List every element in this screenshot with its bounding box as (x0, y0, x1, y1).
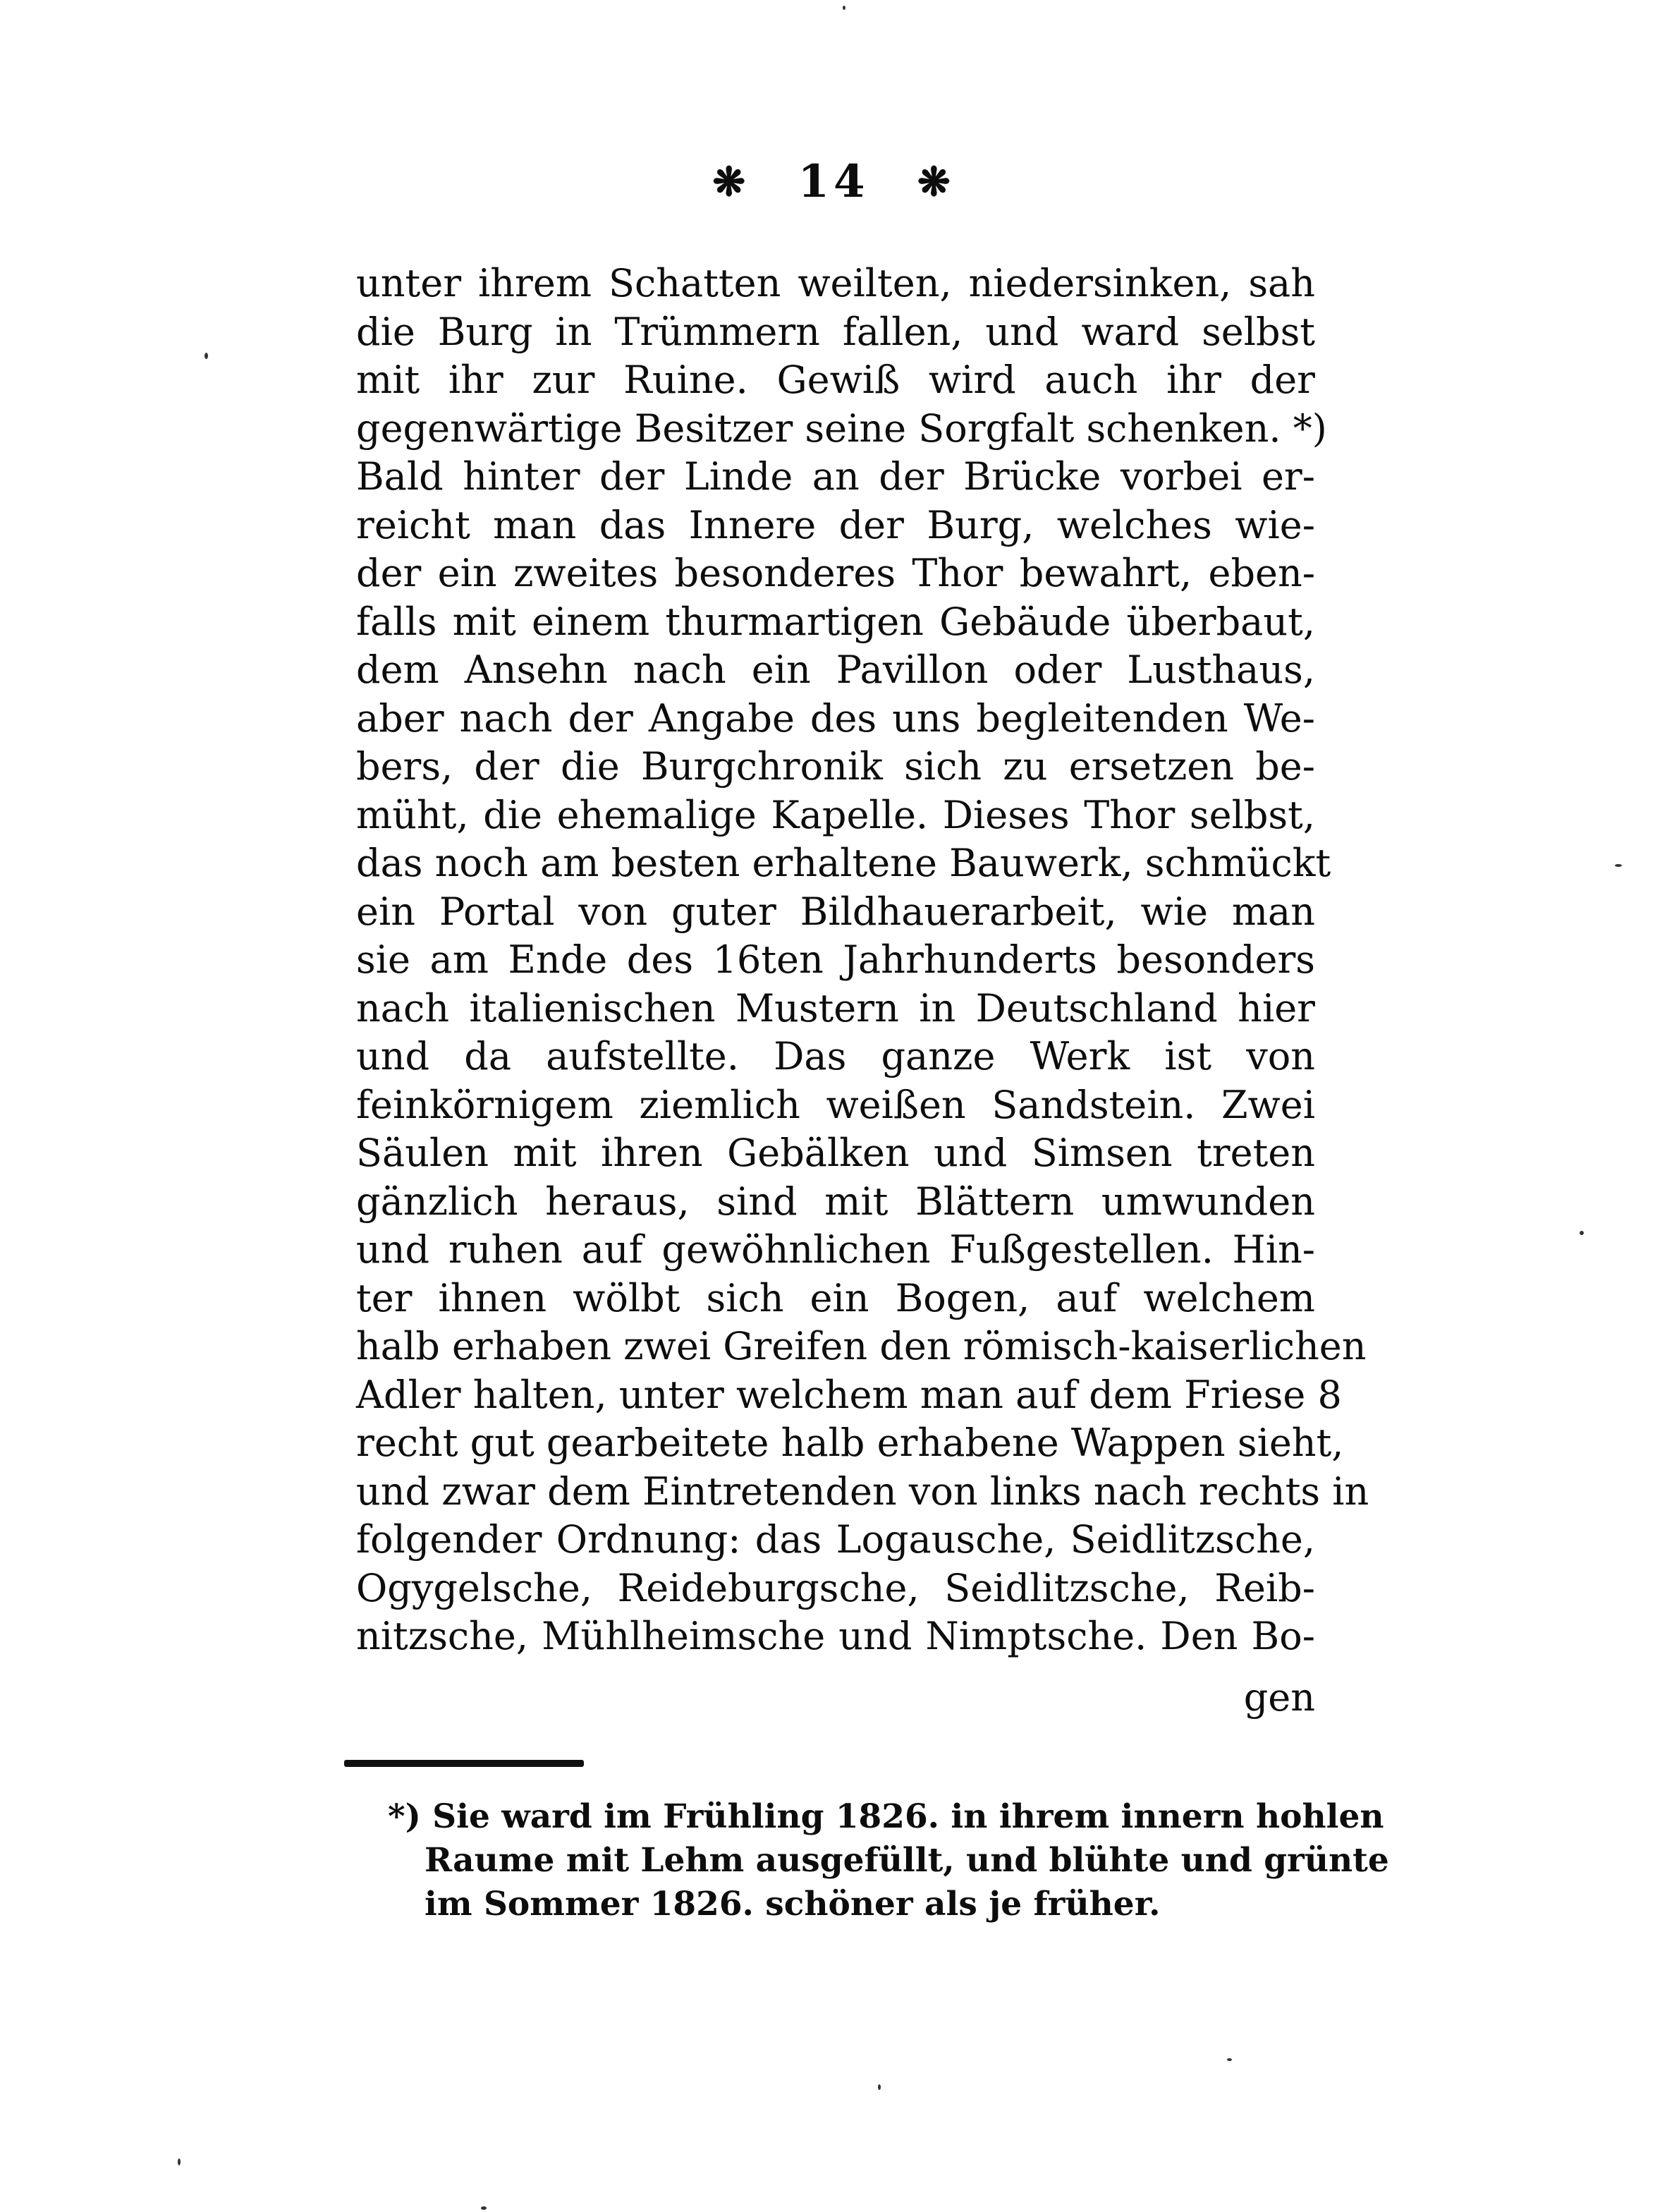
footnote-rule (344, 1760, 584, 1767)
text-line: reicht man das Innere der Burg, welches wie- (356, 502, 1315, 547)
scan-speck (178, 2158, 181, 2165)
footnote-line: *) Sie ward im Frühling 1826. in ihrem innern hohlen (388, 1797, 1384, 1836)
footnote (388, 1795, 1389, 1926)
text-line: das noch am besten erhaltene Bauwerk, schmückt (356, 841, 1331, 885)
catchword: gen (1243, 1675, 1315, 1720)
scan-speck (481, 2206, 487, 2210)
footnote-line: im Sommer 1826. schöner als je früher. (425, 1885, 1161, 1924)
text-line: und zwar dem Eintretenden von links nach rechts in (356, 1469, 1369, 1514)
scan-speck (1227, 2058, 1232, 2061)
scan-speck (878, 2084, 881, 2090)
scan-speck (1615, 864, 1622, 867)
text-line: feinkörnigem ziemlich weißen Sandstein. Zwei (356, 1082, 1315, 1127)
text-line: und da aufstellte. Das ganze Werk ist von (356, 1034, 1315, 1078)
text-line: ein Portal von guter Bildhauerarbeit, wie man (356, 889, 1315, 934)
text-line: bers, der die Burgchronik sich zu ersetzen be- (356, 744, 1315, 789)
text-line: dem Ansehn nach ein Pavillon oder Lusthaus, (356, 648, 1315, 692)
ornament-right-icon: ❋ (917, 158, 955, 205)
text-line: halb erhaben zwei Greifen den römisch-kaiserlichen (356, 1324, 1367, 1368)
text-line: nach italienischen Mustern in Deutschland hier (356, 985, 1315, 1031)
text-line: der ein zweites besonderes Thor bewahrt, eben- (356, 551, 1315, 595)
text-line: und ruhen auf gewöhnlichen Fußgestellen. Hin- (356, 1227, 1315, 1272)
text-line: müht, die ehemalige Kapelle. Dieses Thor selbst, (356, 792, 1315, 837)
text-line: aber nach der Angabe des uns begleitenden We- (356, 695, 1315, 741)
main-text (356, 260, 1369, 1661)
text-line: recht gut gearbeitete halb erhabene Wappen sieht, (356, 1421, 1344, 1465)
text-line: Ogygelsche, Reideburgsche, Seidlitzsche, Reib- (356, 1565, 1315, 1610)
ornament-left-icon: ❋ (712, 158, 750, 205)
footnote-line: Raume mit Lehm ausgefüllt, und blühte und grünte (425, 1841, 1389, 1880)
scan-speck (204, 353, 208, 359)
text-line: Bald hinter der Linde an der Brücke vorbei er- (356, 454, 1315, 499)
text-line: gegenwärtige Besitzer seine Sorgfalt schenken. *) (356, 406, 1327, 451)
text-line: Säulen mit ihren Gebälken und Simsen treten (356, 1131, 1315, 1175)
scan-speck (843, 6, 845, 10)
page-header (0, 152, 1667, 208)
text-line: unter ihrem Schatten weilten, niedersinken, sah (356, 261, 1315, 305)
text-line: ter ihnen wölbt sich ein Bogen, auf welchem (356, 1275, 1315, 1320)
page-number: 14 (798, 155, 869, 208)
text-line: die Burg in Trümmern fallen, und ward selbst (356, 309, 1315, 354)
text-line: mit ihr zur Ruine. Gewiß wird auch ihr der (356, 358, 1315, 402)
text-line: Adler halten, unter welchem man auf dem Friese 8 (356, 1372, 1342, 1417)
text-line: folgender Ordnung: das Logausche, Seidlitzsche, (356, 1517, 1315, 1562)
text-line: falls mit einem thurmartigen Gebäude überbaut, (356, 599, 1315, 644)
text-line: gänzlich heraus, sind mit Blättern umwunden (356, 1179, 1315, 1224)
text-line: sie am Ende des 16ten Jahrhunderts besonders (356, 937, 1315, 982)
scan-speck (1580, 1231, 1584, 1235)
text-line: nitzsche, Mühlheimsche und Nimptsche. Den Bo- (356, 1614, 1315, 1658)
